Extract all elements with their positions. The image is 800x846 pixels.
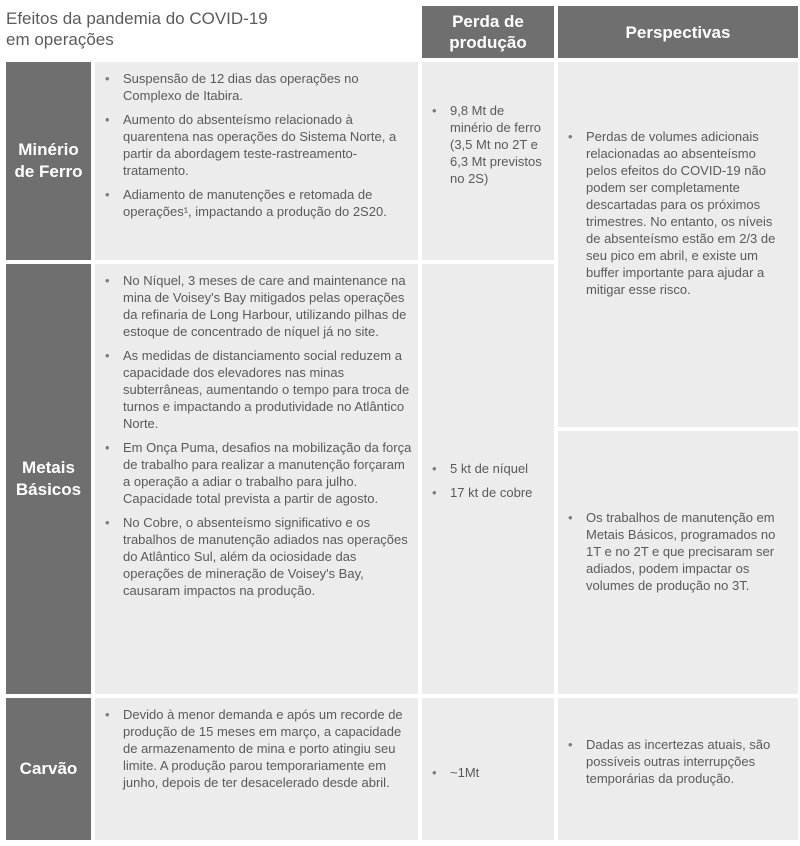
- metals-effect-item: • Em Onça Puma, desafios na mobilização da força de trabalho para realizar a manutenção forçaram a operação a adiar o trabalho para julho. Capacidade total prevista a partir de agosto.: [97, 439, 412, 507]
- category-coal: Carvão: [6, 698, 91, 840]
- iron-loss-cell: [422, 62, 554, 260]
- coal-loss-item: • ~1Mt: [424, 764, 550, 781]
- iron-loss-item: • 9,8 Mt de minério de ferro (3,5 Mt no 2T e 6,3 Mt previstos no 2S): [424, 102, 550, 187]
- coal-effects-cell: [95, 698, 418, 840]
- outlook-maintenance-item: • Os trabalhos de manutenção em Metais Básicos, programados no 1T e no 2T e que precisaram ser adiados, podem impactar os volumes de produção no 3T.: [560, 509, 790, 594]
- metals-effect-item: • No Cobre, o absenteísmo significativo e os trabalhos de manutenção adiados nas operações do Atlântico Sul, além da ociosidade das operações de mineração de Voisey's Bay, causaram impactos na produção.: [97, 514, 412, 599]
- category-base-metals: [6, 264, 91, 694]
- category-metals-line2: Básicos: [15, 480, 82, 499]
- category-iron-line1: Minério: [18, 140, 79, 159]
- iron-effect-item: • Suspensão de 12 dias das operações no Complexo de Itabira.: [97, 70, 412, 104]
- table-title-line2: em operações: [6, 30, 114, 49]
- category-metals-line1: Metais: [22, 458, 75, 477]
- coal-effects-list: [97, 706, 412, 791]
- metals-effects-cell: [95, 264, 418, 694]
- metals-loss-item: • 17 kt de cobre: [424, 484, 552, 501]
- header-loss-line2: produção: [449, 33, 527, 52]
- header-outlook: Perspectivas: [558, 6, 798, 58]
- iron-effects-list: [97, 70, 412, 220]
- outlook-maintenance-cell: [558, 431, 798, 694]
- outlook-absenteeism-item: • Perdas de volumes adicionais relacionadas ao absenteísmo pelos efeitos do COVID-19 não podem ser completamente descartadas para os próximos trimestres. No entanto, os níveis de absenteísmo estão em 2/3 de seu pico em abril, e existe um buffer importante para ajudar a mitigar esse risco.: [560, 128, 790, 298]
- metals-effect-item: • As medidas de distanciamento social reduzem a capacidade dos elevadores nas minas subterrâneas, aumentando o tempo para troca de turnos e impactando a produtividade no Atlântico Norte.: [97, 347, 412, 432]
- iron-effect-item: • Adiamento de manutenções e retomada de operações¹, impactando a produção do 2S20.: [97, 186, 412, 220]
- iron-effects-cell: [95, 62, 418, 260]
- metals-loss-cell: [422, 264, 554, 694]
- outlook-coal-item: • Dadas as incertezas atuais, são possíveis outras interrupções temporárias da produção.: [560, 736, 790, 787]
- metals-loss-item: • 5 kt de níquel: [424, 460, 552, 477]
- category-iron-line2: de Ferro: [14, 162, 83, 181]
- outlook-absenteeism-cell: [558, 62, 798, 427]
- iron-effect-item: • Aumento do absenteísmo relacionado à quarentena nas operações do Sistema Norte, a partir da abordagem teste-rastreamento-tratamento.: [97, 111, 412, 179]
- metals-effects-list: [97, 272, 412, 599]
- coal-loss-cell: [422, 698, 554, 840]
- outlook-coal-cell: [558, 698, 798, 840]
- table-title-line1: Efeitos da pandemia do COVID-19: [6, 9, 268, 28]
- category-iron-ore: [6, 62, 91, 260]
- header-loss-line1: Perda de: [452, 12, 524, 31]
- metals-effect-item: • No Níquel, 3 meses de care and maintenance na mina de Voisey's Bay mitigados pelas operações da refinaria de Long Harbour, utilizando pilhas de estoque de concentrado de níquel já no site.: [97, 272, 412, 340]
- table-title: [6, 6, 418, 58]
- header-production-loss: [422, 6, 554, 58]
- coal-effect-item: • Devido à menor demanda e após um recorde de produção de 15 meses em março, a capacidade de armazenamento de mina e porto atingiu seu limite. A produção parou temporariamente em junho, depois de ter desacelerado desde abril.: [97, 706, 412, 791]
